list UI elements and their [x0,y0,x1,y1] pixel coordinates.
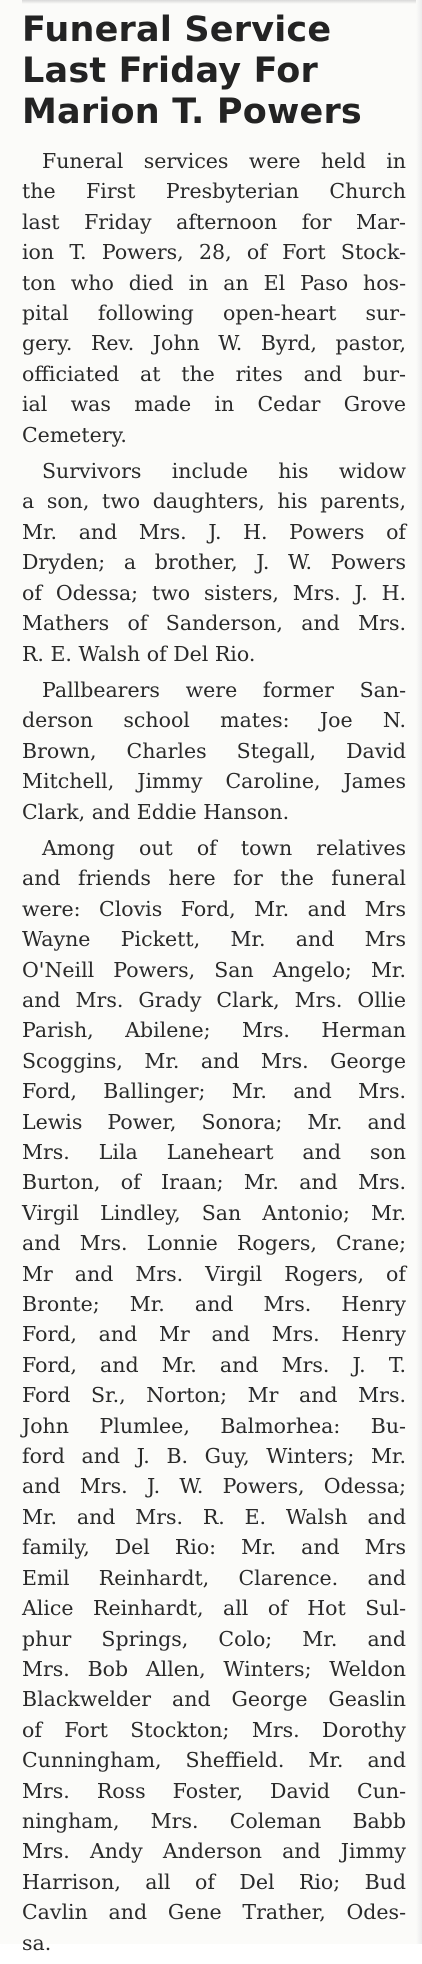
text-line: Mr. and Mrs. J. H. Powers of [22,519,406,544]
text-line: and Mrs. J. W. Powers, Odessa; [22,1474,406,1499]
text-line: Brown, Charles Stegall, David [22,738,406,763]
text-line: O'Neill Powers, San Angelo; Mr. [22,957,406,982]
text-line: the First Presbyterian Church [22,179,406,204]
text-line: Mrs. Lila Laneheart and son [22,1140,406,1164]
text-line: ford and J. B. Guy, Winters; Mr. [22,1444,406,1469]
text-line: ial was made in Cedar Grove [22,392,406,417]
text-line: Virgil Lindley, San Antonio; Mr. [22,1200,406,1225]
text-line: of Odessa; two sisters, Mrs. J. H. [22,580,406,605]
text-line: Parish, Abilene; Mrs. Herman [22,1018,406,1043]
text-line: Emil Reinhardt, Clarence. and [22,1565,406,1590]
text-line: Funeral services were held in [42,149,406,173]
text-line: Mrs. Andy Anderson and Jimmy [22,1839,406,1864]
text-line: John Plumlee, Balmorhea: Bu- [22,1413,406,1438]
text-line: Clark, and Eddie Hanson. [22,799,290,824]
text-line: pital following open-heart sur- [22,301,406,326]
text-line: officiated at the rites and bur- [22,361,406,386]
text-line: Alice Reinhardt, all of Hot Sul- [22,1596,406,1621]
headline [22,10,402,133]
text-line: Mr. and Mrs. R. E. Walsh and [22,1504,406,1529]
text-line: Ford Sr., Norton; Mr and Mrs. [22,1383,406,1408]
text-line: last Friday afternoon for Mar- [22,209,406,234]
text-line: Blackwelder and George Geaslin [22,1687,406,1712]
text-line: ningham, Mrs. Coleman Babb [22,1808,406,1833]
text-line: and Mrs. Lonnie Rogers, Crane; [22,1231,406,1256]
text-line: ton who died in an El Paso hos- [22,270,406,295]
text-line: Cunningham, Sheffield. Mr. and [22,1748,406,1773]
text-line: Harrison, all of Del Rio; Bud [22,1869,406,1894]
paragraph [22,675,406,827]
text-line: family, Del Rio: Mr. and Mrs [22,1535,406,1560]
text-line: Lewis Power, Sonora; Mr. and [22,1109,406,1134]
text-line: R. E. Walsh of Del Rio. [22,641,256,666]
text-line: derson school mates: Joe N. [22,708,406,733]
text-line: Ford, and Mr. and Mrs. J. T. [22,1352,406,1377]
text-line: Scoggins, Mr. and Mrs. George [22,1048,406,1073]
text-line: sa. [22,1930,52,1955]
text-line: Wayne Pickett, Mr. and Mrs [22,927,406,952]
text-line: Mrs. Ross Foster, David Cun- [22,1778,406,1803]
text-line: Ford, Ballinger; Mr. and Mrs. [22,1079,406,1104]
text-line: Among out of town relatives [42,835,406,860]
paragraph [22,456,406,669]
text-line: Mitchell, Jimmy Caroline, James [22,769,406,794]
text-line: and Mrs. Grady Clark, Mrs. Ollie [22,987,406,1012]
text-line: and friends here for the funeral [22,866,406,891]
text-line: Mr and Mrs. Virgil Rogers, of [22,1261,406,1286]
page-edge [416,0,422,1944]
text-line: phur Springs, Colo; Mr. and [22,1626,406,1651]
text-line: a son, two daughters, his parents, [22,489,406,514]
article-body [22,146,406,1964]
headline-line: Funeral Service [22,10,332,50]
text-line: Cavlin and Gene Trather, Odes- [22,1900,406,1925]
headline-line: Marion T. Powers [22,92,362,132]
text-line: of Fort Stockton; Mrs. Dorothy [22,1717,406,1742]
text-line: Pallbearers were former San- [42,677,406,702]
top-rule [22,0,422,4]
paragraph [22,146,406,450]
text-line: Ford, and Mr and Mrs. Henry [22,1322,406,1347]
text-line: ion T. Powers, 28, of Fort Stock- [22,240,406,265]
text-line: Mrs. Bob Allen, Winters; Weldon [22,1656,406,1681]
text-line: Burton, of Iraan; Mr. and Mrs. [22,1170,406,1195]
text-line: gery. Rev. John W. Byrd, pastor, [22,331,406,356]
text-line: were: Clovis Ford, Mr. and Mrs [22,896,406,921]
text-line: Mathers of Sanderson, and Mrs. [22,611,406,636]
text-line: Survivors include his widow [42,459,406,484]
headline-line: Last Friday For [22,51,318,91]
paragraph [22,833,406,1958]
text-line: Dryden; a brother, J. W. Powers [22,550,406,575]
text-line: Bronte; Mr. and Mrs. Henry [22,1292,406,1317]
text-line: Cemetery. [22,422,127,447]
